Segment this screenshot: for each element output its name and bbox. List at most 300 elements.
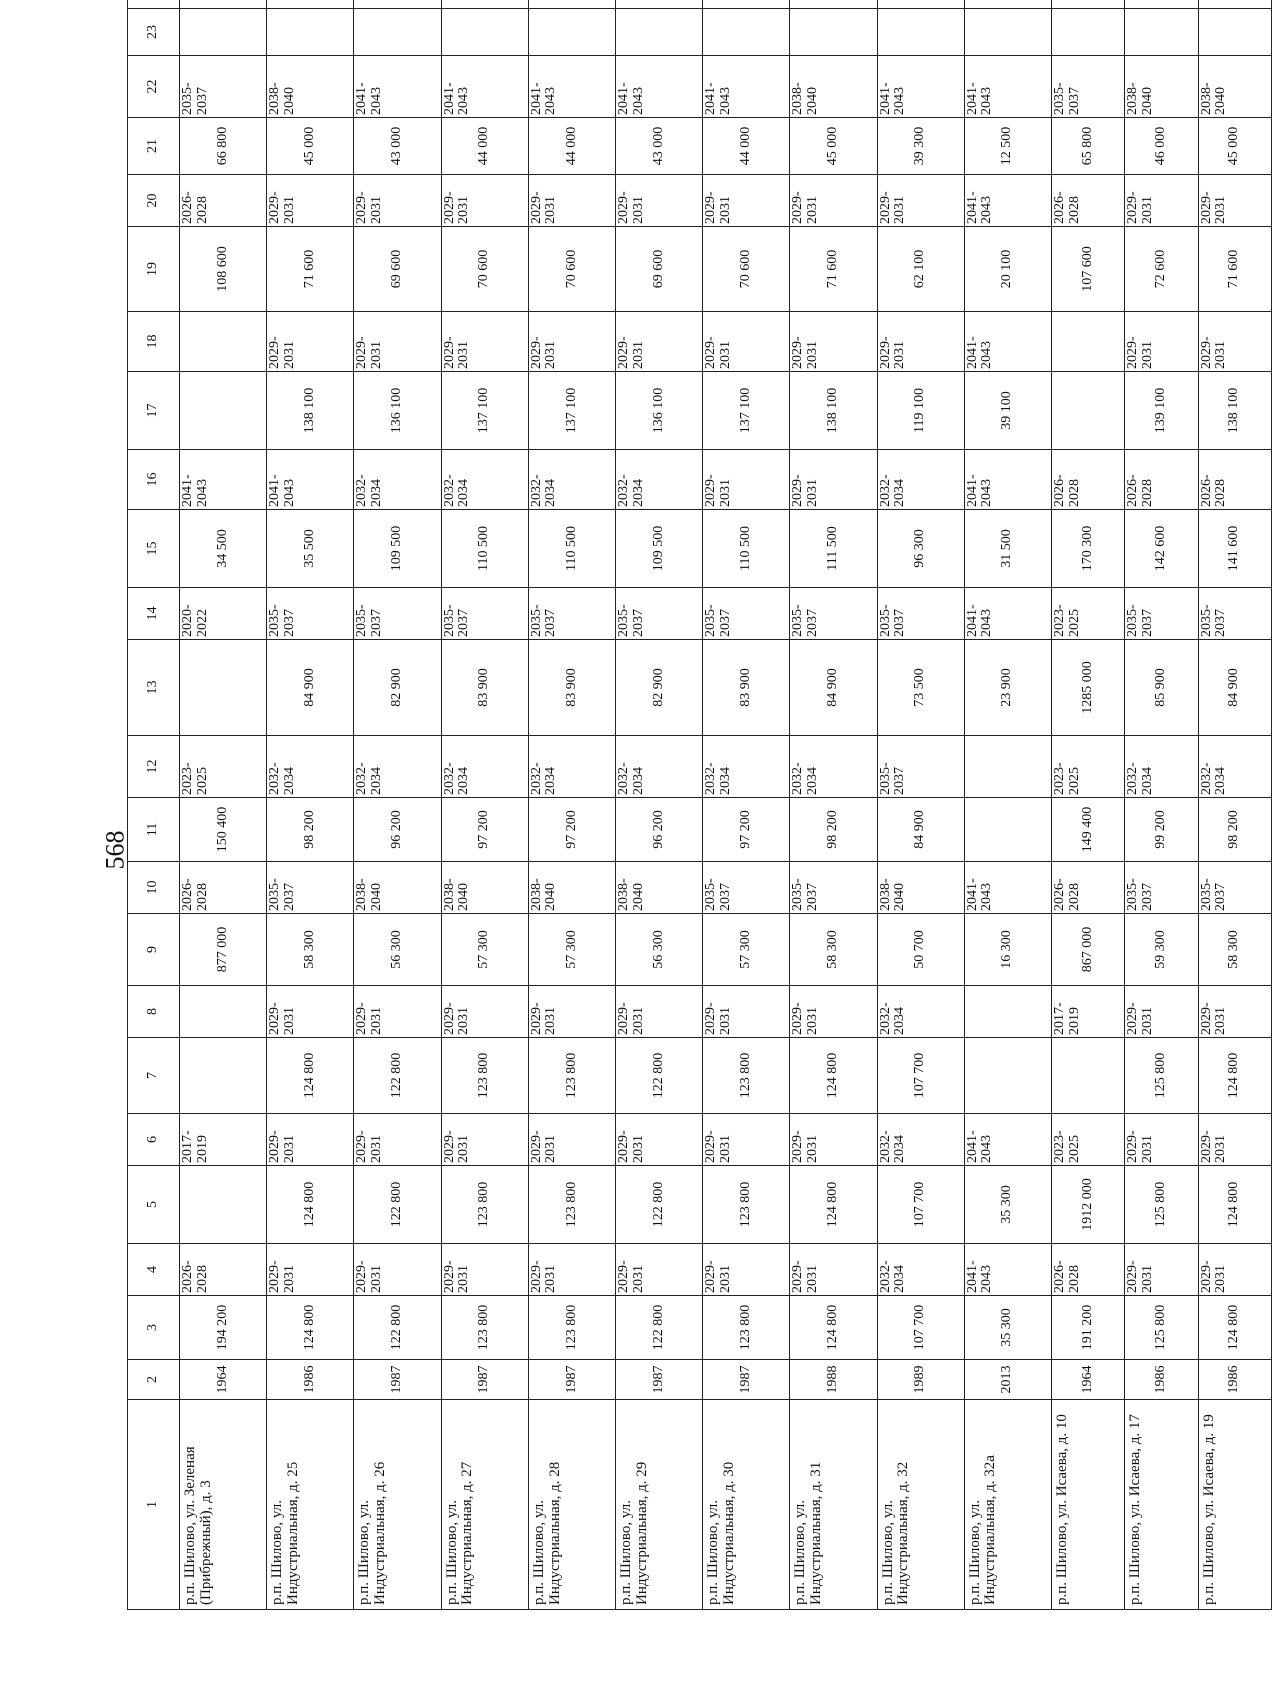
period-cell: 2029-2031 bbox=[615, 175, 702, 227]
period-cell: 2029-2031 bbox=[1125, 986, 1198, 1038]
cost-cell: 84 900 bbox=[267, 640, 354, 736]
period-cell: 2029-2031 bbox=[354, 1114, 441, 1166]
period-cell: 2029-2031 bbox=[354, 1244, 441, 1296]
cost-cell: 136 100 bbox=[615, 372, 702, 450]
cost-cell: 109 500 bbox=[615, 510, 702, 588]
year-built-cell: 1987 bbox=[441, 1360, 528, 1400]
period-cell: 2035-2037 bbox=[790, 862, 877, 914]
cost-cell: 107 600 bbox=[1051, 227, 1124, 312]
period-cell: 2029-2031 bbox=[267, 312, 354, 372]
period-cell: 2032-2034 bbox=[267, 736, 354, 798]
period-cell: 2038-2040 bbox=[615, 862, 702, 914]
cost-cell bbox=[441, 0, 528, 9]
cost-cell: 123 800 bbox=[441, 1166, 528, 1244]
address-cell: р.п. Шилово, ул. Зеленая (Прибрежный), д. 3 bbox=[180, 1400, 267, 1610]
column-header: 13 bbox=[128, 640, 180, 736]
period-cell: 2032-2034 bbox=[528, 736, 615, 798]
period-cell: 2029-2031 bbox=[354, 986, 441, 1038]
cost-cell: 97 200 bbox=[703, 798, 790, 862]
period-cell: 2029-2031 bbox=[528, 1244, 615, 1296]
cost-cell bbox=[180, 0, 267, 9]
table-row bbox=[441, 0, 528, 1610]
cost-cell: 125 800 bbox=[1125, 1038, 1198, 1114]
period-cell: 2041-2043 bbox=[964, 175, 1051, 227]
period-cell: 2041-2043 bbox=[964, 1114, 1051, 1166]
cost-cell: 1285 000 bbox=[1051, 640, 1124, 736]
year-built-cell: 1986 bbox=[1125, 1360, 1198, 1400]
cost-cell: 124 800 bbox=[1198, 1166, 1271, 1244]
cost-cell: 138 100 bbox=[267, 372, 354, 450]
period-cell: 2032-2034 bbox=[441, 450, 528, 510]
period-cell: 2029-2031 bbox=[1125, 312, 1198, 372]
cost-cell: 56 300 bbox=[615, 914, 702, 986]
column-header: 20 bbox=[128, 175, 180, 227]
column-header: 2 bbox=[128, 1360, 180, 1400]
cost-cell: 16 300 bbox=[964, 914, 1051, 986]
cost-cell: 123 800 bbox=[528, 1296, 615, 1360]
period-cell: 2041-2043 bbox=[703, 56, 790, 118]
period-cell: 2041-2043 bbox=[877, 56, 964, 118]
address-cell: р.п. Шилово, ул. Индустриальная, д. 32 bbox=[877, 1400, 964, 1610]
cost-cell: 122 800 bbox=[615, 1038, 702, 1114]
cost-cell: 138 100 bbox=[790, 372, 877, 450]
period-cell: 2032-2034 bbox=[877, 450, 964, 510]
cost-cell bbox=[964, 1038, 1051, 1114]
cost-cell: 44 000 bbox=[528, 118, 615, 175]
period-cell: 2029-2031 bbox=[790, 450, 877, 510]
cost-cell: 71 600 bbox=[1198, 227, 1271, 312]
period-cell: 2017-2019 bbox=[1051, 986, 1124, 1038]
cost-cell: 96 200 bbox=[615, 798, 702, 862]
address-cell: р.п. Шилово, ул. Индустриальная, д. 25 bbox=[267, 1400, 354, 1610]
cost-cell: 122 800 bbox=[354, 1038, 441, 1114]
cost-cell: 50 700 bbox=[877, 914, 964, 986]
cost-cell: 84 900 bbox=[877, 798, 964, 862]
period-cell: 2032-2034 bbox=[877, 1244, 964, 1296]
period-cell: 2029-2031 bbox=[528, 986, 615, 1038]
address-cell: р.п. Шилово, ул. Индустриальная, д. 27 bbox=[441, 1400, 528, 1610]
cost-cell: 107 700 bbox=[877, 1166, 964, 1244]
year-built-cell: 1987 bbox=[615, 1360, 702, 1400]
address-cell: р.п. Шилово, ул. Исаева, д. 10 bbox=[1051, 1400, 1124, 1610]
period-cell: 2029-2031 bbox=[615, 986, 702, 1038]
cost-cell: 57 300 bbox=[441, 914, 528, 986]
page-number: 568 bbox=[100, 830, 129, 870]
period-cell: 2029-2031 bbox=[528, 312, 615, 372]
period-cell: 2029-2031 bbox=[1125, 1114, 1198, 1166]
cost-cell: 98 200 bbox=[267, 798, 354, 862]
period-cell: 2032-2034 bbox=[441, 736, 528, 798]
column-header: 16 bbox=[128, 450, 180, 510]
cost-cell: 39 100 bbox=[964, 372, 1051, 450]
cost-cell: 20 100 bbox=[964, 227, 1051, 312]
cost-cell: 124 800 bbox=[790, 1166, 877, 1244]
cost-cell: 136 100 bbox=[354, 372, 441, 450]
column-header: 4 bbox=[128, 1244, 180, 1296]
year-built-cell: 1987 bbox=[703, 1360, 790, 1400]
cost-cell: 69 600 bbox=[354, 227, 441, 312]
period-cell: 2026-2028 bbox=[1051, 1244, 1124, 1296]
address-cell: р.п. Шилово, ул. Исаева, д. 17 bbox=[1125, 1400, 1198, 1610]
cost-cell bbox=[1051, 0, 1124, 9]
period-cell: 2041-2043 bbox=[615, 56, 702, 118]
cost-cell: 139 100 bbox=[1125, 372, 1198, 450]
period-cell: 2035-2037 bbox=[441, 588, 528, 640]
cost-cell: 122 800 bbox=[615, 1166, 702, 1244]
cost-cell: 123 800 bbox=[703, 1038, 790, 1114]
cost-cell: 82 900 bbox=[615, 640, 702, 736]
column-header: 7 bbox=[128, 1038, 180, 1114]
cost-cell bbox=[180, 640, 267, 736]
period-cell: 2029-2031 bbox=[441, 1244, 528, 1296]
period-cell: 2026-2028 bbox=[180, 862, 267, 914]
period-cell: 2029-2031 bbox=[354, 175, 441, 227]
column-header: 17 bbox=[128, 372, 180, 450]
cost-cell: 58 300 bbox=[790, 914, 877, 986]
period-cell: 2029-2031 bbox=[877, 312, 964, 372]
period-cell: 2038-2040 bbox=[1125, 56, 1198, 118]
period-cell: 2038-2040 bbox=[790, 56, 877, 118]
cost-cell bbox=[964, 0, 1051, 9]
column-header: 1 bbox=[128, 1400, 180, 1610]
cost-cell: 122 800 bbox=[615, 1296, 702, 1360]
cost-cell: 142 600 bbox=[1125, 510, 1198, 588]
cost-cell: 110 500 bbox=[441, 510, 528, 588]
period-cell: 2038-2040 bbox=[267, 56, 354, 118]
address-cell: р.п. Шилово, ул. Индустриальная, д. 31 bbox=[790, 1400, 877, 1610]
period-cell: 2035-2037 bbox=[267, 588, 354, 640]
cost-cell: 71 600 bbox=[790, 227, 877, 312]
cost-cell bbox=[180, 1166, 267, 1244]
period-cell: 2020-2022 bbox=[180, 588, 267, 640]
cost-cell bbox=[1125, 0, 1198, 9]
cost-cell: 35 500 bbox=[267, 510, 354, 588]
cost-cell: 43 000 bbox=[615, 118, 702, 175]
period-cell: 2032-2034 bbox=[528, 450, 615, 510]
period-cell: 2029-2031 bbox=[441, 312, 528, 372]
period-cell: 2041-2043 bbox=[964, 56, 1051, 118]
cost-cell bbox=[1198, 9, 1271, 56]
cost-cell: 110 500 bbox=[528, 510, 615, 588]
period-cell: 2023-2025 bbox=[180, 736, 267, 798]
column-header: 19 bbox=[128, 227, 180, 312]
cost-cell: 70 600 bbox=[703, 227, 790, 312]
period-cell: 2029-2031 bbox=[528, 175, 615, 227]
period-cell: 2041-2043 bbox=[964, 312, 1051, 372]
cost-cell bbox=[790, 9, 877, 56]
period-cell: 2041-2043 bbox=[964, 450, 1051, 510]
period-cell: 2029-2031 bbox=[615, 1244, 702, 1296]
period-cell: 2029-2031 bbox=[267, 1244, 354, 1296]
cost-cell: 124 800 bbox=[267, 1166, 354, 1244]
period-cell: 2029-2031 bbox=[1198, 175, 1271, 227]
column-header: 21 bbox=[128, 118, 180, 175]
cost-cell: 84 900 bbox=[1198, 640, 1271, 736]
period-cell: 2029-2031 bbox=[615, 312, 702, 372]
cost-cell: 57 300 bbox=[528, 914, 615, 986]
period-cell: 2029-2031 bbox=[267, 175, 354, 227]
cost-cell: 35 300 bbox=[964, 1166, 1051, 1244]
cost-cell: 123 800 bbox=[528, 1038, 615, 1114]
period-cell: 2041-2043 bbox=[441, 56, 528, 118]
cost-cell: 62 100 bbox=[877, 227, 964, 312]
cost-cell: 34 500 bbox=[180, 510, 267, 588]
period-cell: 2029-2031 bbox=[790, 1114, 877, 1166]
cost-cell: 141 600 bbox=[1198, 510, 1271, 588]
cost-cell: 124 800 bbox=[1198, 1296, 1271, 1360]
address-cell: р.п. Шилово, ул. Индустриальная, д. 26 bbox=[354, 1400, 441, 1610]
cost-cell bbox=[964, 9, 1051, 56]
period-cell: 2035-2037 bbox=[877, 736, 964, 798]
cost-cell: 73 500 bbox=[877, 640, 964, 736]
period-cell: 2029-2031 bbox=[703, 175, 790, 227]
table-row bbox=[180, 0, 267, 1610]
cost-cell: 96 300 bbox=[877, 510, 964, 588]
period-cell: 2035-2037 bbox=[1198, 862, 1271, 914]
period-cell: 2029-2031 bbox=[1198, 1114, 1271, 1166]
column-header: 23 bbox=[128, 9, 180, 56]
period-cell: 2032-2034 bbox=[877, 986, 964, 1038]
table-row bbox=[267, 0, 354, 1610]
cost-cell: 119 100 bbox=[877, 372, 964, 450]
period-cell: 2035-2037 bbox=[267, 862, 354, 914]
column-header: 8 bbox=[128, 986, 180, 1038]
year-built-cell: 1964 bbox=[1051, 1360, 1124, 1400]
period-cell: 2026-2028 bbox=[1051, 450, 1124, 510]
column-header: 3 bbox=[128, 1296, 180, 1360]
period-cell: 2026-2028 bbox=[180, 175, 267, 227]
period-cell: 2041-2043 bbox=[964, 588, 1051, 640]
cost-cell: 44 000 bbox=[441, 118, 528, 175]
column-header: 9 bbox=[128, 914, 180, 986]
cost-cell: 123 800 bbox=[528, 1166, 615, 1244]
table-row bbox=[1125, 0, 1198, 1610]
cost-cell: 124 800 bbox=[1198, 1038, 1271, 1114]
cost-cell: 96 200 bbox=[354, 798, 441, 862]
column-header: 15 bbox=[128, 510, 180, 588]
table-row bbox=[703, 0, 790, 1610]
cost-cell: 97 200 bbox=[528, 798, 615, 862]
cost-cell: 137 100 bbox=[703, 372, 790, 450]
period-cell: 2029-2031 bbox=[703, 1244, 790, 1296]
period-cell: 2029-2031 bbox=[790, 312, 877, 372]
address-cell: р.п. Шилово, ул. Индустриальная, д. 28 bbox=[528, 1400, 615, 1610]
year-built-cell: 1987 bbox=[354, 1360, 441, 1400]
period-cell: 2026-2028 bbox=[1125, 450, 1198, 510]
period-cell: 2029-2031 bbox=[790, 986, 877, 1038]
cost-cell: 56 300 bbox=[354, 914, 441, 986]
address-cell: р.п. Шилово, ул. Исаева, д. 19 bbox=[1198, 1400, 1271, 1610]
period-cell: 2035-2037 bbox=[1125, 862, 1198, 914]
period-cell: 2029-2031 bbox=[1198, 1244, 1271, 1296]
period-cell: 2029-2031 bbox=[1198, 986, 1271, 1038]
period-cell: 2029-2031 bbox=[703, 986, 790, 1038]
column-header: 22 bbox=[128, 56, 180, 118]
cost-cell: 69 600 bbox=[615, 227, 702, 312]
period-cell: 2032-2034 bbox=[877, 1114, 964, 1166]
period-cell bbox=[1051, 312, 1124, 372]
cost-cell: 98 200 bbox=[790, 798, 877, 862]
cost-cell bbox=[267, 9, 354, 56]
period-cell: 2041-2043 bbox=[528, 56, 615, 118]
table-row bbox=[1051, 0, 1124, 1610]
cost-cell: 150 400 bbox=[180, 798, 267, 862]
cost-cell: 137 100 bbox=[441, 372, 528, 450]
cost-cell bbox=[703, 0, 790, 9]
cost-cell: 35 300 bbox=[964, 1296, 1051, 1360]
period-cell: 2029-2031 bbox=[441, 175, 528, 227]
period-cell bbox=[180, 986, 267, 1038]
cost-cell bbox=[964, 798, 1051, 862]
period-cell: 2038-2040 bbox=[877, 862, 964, 914]
cost-cell: 1912 000 bbox=[1051, 1166, 1124, 1244]
period-cell bbox=[180, 312, 267, 372]
column-header: 18 bbox=[128, 312, 180, 372]
period-cell: 2029-2031 bbox=[528, 1114, 615, 1166]
period-cell: 2035-2037 bbox=[615, 588, 702, 640]
period-cell bbox=[964, 736, 1051, 798]
cost-cell bbox=[180, 9, 267, 56]
cost-cell bbox=[528, 9, 615, 56]
cost-cell: 83 900 bbox=[528, 640, 615, 736]
cost-cell: 66 800 bbox=[180, 118, 267, 175]
period-cell: 2035-2037 bbox=[1125, 588, 1198, 640]
cost-cell: 98 200 bbox=[1198, 798, 1271, 862]
cost-cell bbox=[790, 0, 877, 9]
period-cell: 2029-2031 bbox=[703, 1114, 790, 1166]
year-built-cell: 1987 bbox=[528, 1360, 615, 1400]
cost-cell: 97 200 bbox=[441, 798, 528, 862]
cost-cell: 110 500 bbox=[703, 510, 790, 588]
cost-cell: 85 900 bbox=[1125, 640, 1198, 736]
cost-cell: 194 200 bbox=[180, 1296, 267, 1360]
period-cell: 2029-2031 bbox=[877, 175, 964, 227]
period-cell: 2032-2034 bbox=[615, 450, 702, 510]
period-cell: 2032-2034 bbox=[790, 736, 877, 798]
column-header bbox=[128, 0, 180, 9]
cost-cell: 99 200 bbox=[1125, 798, 1198, 862]
cost-cell: 23 900 bbox=[964, 640, 1051, 736]
cost-cell: 45 000 bbox=[790, 118, 877, 175]
cost-cell: 123 800 bbox=[441, 1296, 528, 1360]
cost-cell: 71 600 bbox=[267, 227, 354, 312]
cost-cell bbox=[354, 9, 441, 56]
cost-cell bbox=[354, 0, 441, 9]
cost-cell: 125 800 bbox=[1125, 1166, 1198, 1244]
period-cell: 2038-2040 bbox=[528, 862, 615, 914]
cost-cell: 45 000 bbox=[267, 118, 354, 175]
cost-cell: 58 300 bbox=[1198, 914, 1271, 986]
cost-cell: 125 800 bbox=[1125, 1296, 1198, 1360]
period-cell: 2038-2040 bbox=[1198, 56, 1271, 118]
cost-cell: 124 800 bbox=[267, 1296, 354, 1360]
year-built-cell: 1986 bbox=[267, 1360, 354, 1400]
period-cell: 2041-2043 bbox=[354, 56, 441, 118]
cost-cell: 122 800 bbox=[354, 1296, 441, 1360]
period-cell: 2023-2025 bbox=[1051, 588, 1124, 640]
cost-cell: 124 800 bbox=[790, 1038, 877, 1114]
period-cell: 2035-2037 bbox=[703, 862, 790, 914]
period-cell: 2029-2031 bbox=[1198, 312, 1271, 372]
period-cell: 2038-2040 bbox=[354, 862, 441, 914]
table-row bbox=[877, 0, 964, 1610]
cost-cell: 867 000 bbox=[1051, 914, 1124, 986]
period-cell: 2035-2037 bbox=[703, 588, 790, 640]
cost-cell: 149 400 bbox=[1051, 798, 1124, 862]
column-header: 14 bbox=[128, 588, 180, 640]
cost-cell bbox=[1051, 1038, 1124, 1114]
rotated-table-container bbox=[127, 25, 1272, 1610]
period-cell: 2029-2031 bbox=[790, 1244, 877, 1296]
cost-cell: 84 900 bbox=[790, 640, 877, 736]
period-cell: 2032-2034 bbox=[703, 736, 790, 798]
year-built-cell: 1988 bbox=[790, 1360, 877, 1400]
period-cell: 2023-2025 bbox=[1051, 1114, 1124, 1166]
cost-cell: 191 200 bbox=[1051, 1296, 1124, 1360]
cost-cell: 31 500 bbox=[964, 510, 1051, 588]
period-cell: 2041-2043 bbox=[267, 450, 354, 510]
cost-cell: 109 500 bbox=[354, 510, 441, 588]
period-cell: 2032-2034 bbox=[1198, 736, 1271, 798]
table-row bbox=[528, 0, 615, 1610]
period-cell: 2023-2025 bbox=[1051, 736, 1124, 798]
cost-cell bbox=[877, 9, 964, 56]
cost-cell: 123 800 bbox=[441, 1038, 528, 1114]
cost-cell: 70 600 bbox=[441, 227, 528, 312]
cost-cell: 123 800 bbox=[703, 1296, 790, 1360]
cost-cell: 57 300 bbox=[703, 914, 790, 986]
period-cell: 2035-2037 bbox=[1198, 588, 1271, 640]
year-built-cell: 1989 bbox=[877, 1360, 964, 1400]
period-cell: 2041-2043 bbox=[180, 450, 267, 510]
cost-cell: 877 000 bbox=[180, 914, 267, 986]
period-cell: 2035-2037 bbox=[877, 588, 964, 640]
cost-cell: 122 800 bbox=[354, 1166, 441, 1244]
table-row bbox=[1198, 0, 1271, 1610]
period-cell: 2035-2037 bbox=[180, 56, 267, 118]
cost-cell: 123 800 bbox=[703, 1166, 790, 1244]
year-built-cell: 1986 bbox=[1198, 1360, 1271, 1400]
cost-cell: 59 300 bbox=[1125, 914, 1198, 986]
cost-cell bbox=[1051, 9, 1124, 56]
cost-cell: 43 000 bbox=[354, 118, 441, 175]
period-cell: 2026-2028 bbox=[1051, 175, 1124, 227]
period-cell: 2032-2034 bbox=[354, 450, 441, 510]
cost-cell: 111 500 bbox=[790, 510, 877, 588]
year-built-cell: 2013 bbox=[964, 1360, 1051, 1400]
cost-cell bbox=[528, 0, 615, 9]
period-cell: 2029-2031 bbox=[1125, 1244, 1198, 1296]
cost-cell bbox=[1125, 9, 1198, 56]
cost-cell: 83 900 bbox=[441, 640, 528, 736]
cost-cell bbox=[441, 9, 528, 56]
period-cell: 2041-2043 bbox=[964, 862, 1051, 914]
period-cell: 2029-2031 bbox=[1125, 175, 1198, 227]
period-cell: 2032-2034 bbox=[1125, 736, 1198, 798]
table-row bbox=[615, 0, 702, 1610]
cost-cell: 45 000 bbox=[1198, 118, 1271, 175]
period-cell: 2017-2019 bbox=[180, 1114, 267, 1166]
column-header: 11 bbox=[128, 798, 180, 862]
cost-cell: 58 300 bbox=[267, 914, 354, 986]
cost-cell bbox=[1198, 0, 1271, 9]
cost-cell bbox=[1051, 372, 1124, 450]
cost-cell: 44 000 bbox=[703, 118, 790, 175]
period-cell: 2041-2043 bbox=[964, 1244, 1051, 1296]
cost-cell: 137 100 bbox=[528, 372, 615, 450]
cost-cell: 124 800 bbox=[267, 1038, 354, 1114]
period-cell: 2035-2037 bbox=[354, 588, 441, 640]
